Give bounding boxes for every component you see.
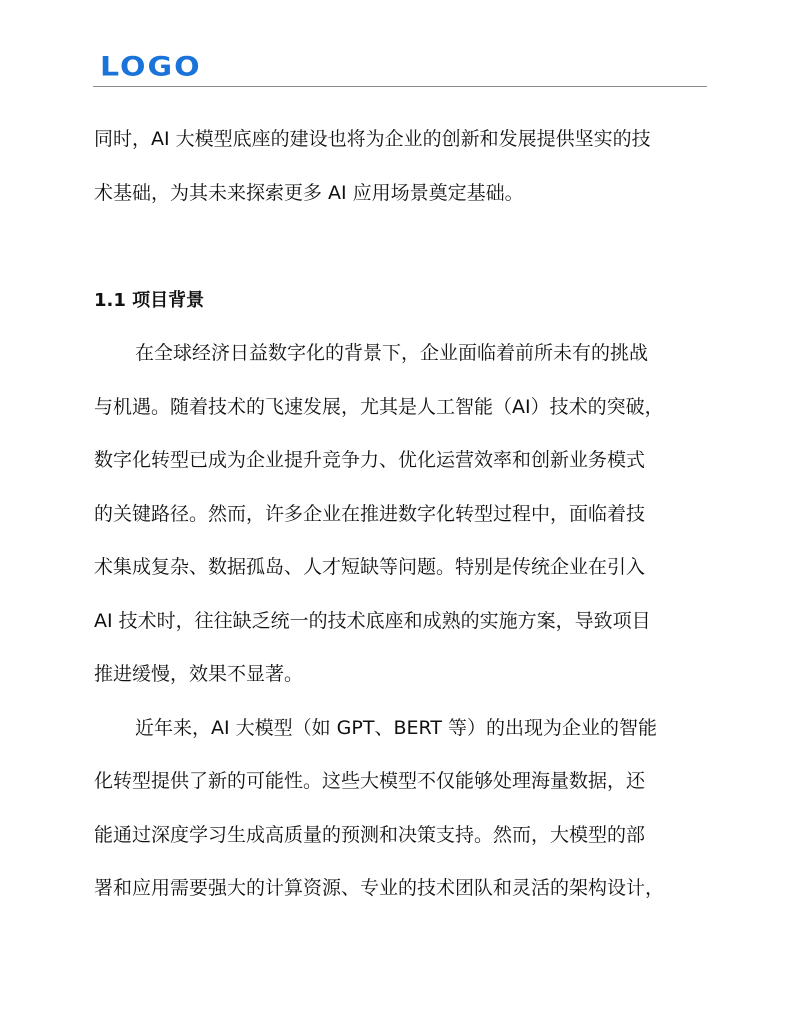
- paragraph-line: 署和应用需要强大的计算资源、专业的技术团队和灵活的架构设计，: [94, 877, 665, 899]
- spacer: [94, 220, 722, 274]
- section-heading: 1.1 项目背景: [94, 289, 205, 311]
- paragraph-line: 数字化转型已成为企业提升竞争力、优化运营效率和创新业务模式: [94, 449, 646, 471]
- paragraph-line: 能通过深度学习生成高质量的预测和决策支持。然而，大模型的部: [94, 823, 646, 846]
- paragraph-line: 在全球经济日益数字化的背景下，企业面临着前所未有的挑战: [135, 342, 649, 364]
- paragraph-line: 近年来，AI 大模型（如 GPT、BERT 等）的出现为企业的智能: [135, 716, 657, 739]
- paragraph-line: 的关键路径。然而，许多企业在推进数字化转型过程中，面临着技: [94, 502, 646, 525]
- paragraph-line: AI 技术时，往往缺乏统一的技术底座和成熟的实施方案，导致项目: [94, 609, 651, 632]
- paragraph-line: 与机遇。随着技术的飞速发展，尤其是人工智能（AI）技术的突破，: [94, 395, 664, 418]
- paragraph-line: 推进缓慢，效果不显著。: [94, 663, 304, 685]
- logo: LOGO: [100, 51, 202, 83]
- intro-line: 同时，AI 大模型底座的建设也将为企业的创新和发展提供坚实的技: [94, 128, 651, 150]
- paragraph-line: 术集成复杂、数据孤岛、人才短缺等问题。特别是传统企业在引入: [94, 556, 646, 578]
- document-body: [94, 113, 722, 916]
- paragraph-line: 化转型提供了新的可能性。这些大模型不仅能够处理海量数据，还: [94, 770, 646, 792]
- intro-line: 术基础，为其未来探索更多 AI 应用场景奠定基础。: [94, 181, 524, 204]
- header-divider: [93, 86, 707, 87]
